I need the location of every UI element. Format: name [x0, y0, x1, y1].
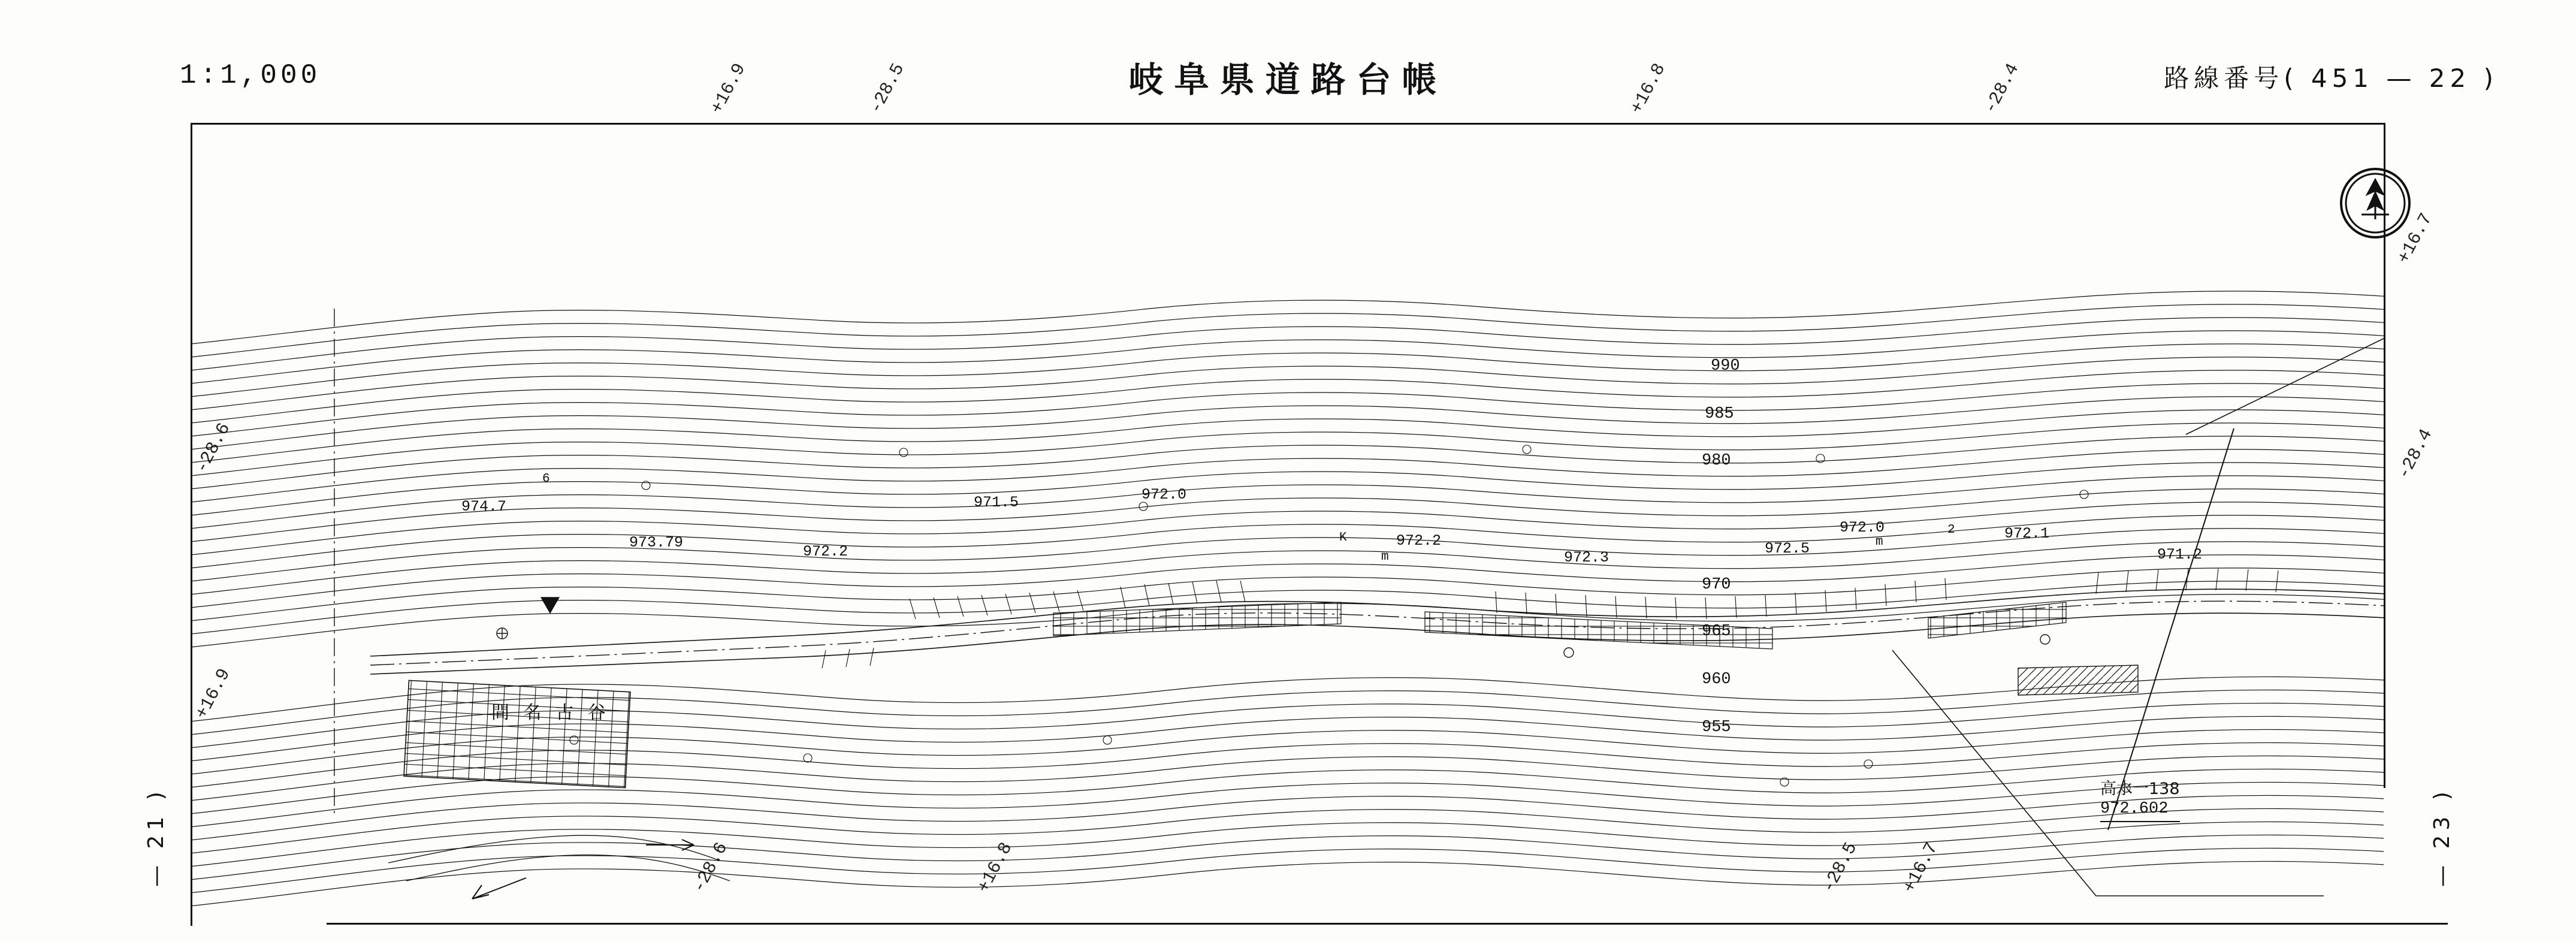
place-name-label: 間 名 古 谷	[491, 702, 610, 723]
spot-elevation-972-2a: 972.2	[803, 543, 848, 560]
contour-label-960: 960	[1702, 671, 1731, 689]
spot-elevation-974-7: 974.7	[461, 498, 507, 515]
route-number-label: 路線番号( 451 — 22 )	[2164, 64, 2498, 93]
left-page-number: — 21 )	[144, 787, 168, 887]
contour-label-965: 965	[1702, 623, 1731, 641]
high-water-label: 高水一138	[2100, 780, 2180, 798]
stream-direction-arrow	[472, 878, 526, 899]
contour-label-955: 955	[1702, 718, 1731, 736]
grid-tick-bottom-4: +16.7	[1899, 839, 1943, 896]
survey-marker-triangle	[541, 597, 559, 613]
contour-label-985: 985	[1705, 405, 1734, 423]
spot-elevation-972-0a: 972.0	[1141, 486, 1187, 503]
spot-elevation-972-3: 972.3	[1564, 549, 1609, 566]
mark-m-right: m	[1876, 535, 1883, 549]
grid-tick-bottom-1: -28.6	[689, 839, 733, 896]
road-corridor	[370, 589, 2384, 674]
right-page-number: — 23 )	[2430, 787, 2454, 887]
mark-2: 2	[1947, 523, 1955, 537]
grid-tick-top-3: +16.8	[1627, 60, 1671, 117]
pavement-hatch	[1053, 602, 2066, 649]
road-centerline	[370, 601, 2384, 665]
grid-tick-top-2: -28.5	[866, 60, 910, 117]
embankment-structure-right	[2018, 665, 2138, 695]
grid-tick-bottom-3: -28.5	[1819, 839, 1862, 896]
contour-label-970: 970	[1702, 576, 1731, 594]
grid-tick-top-1: +16.9	[707, 60, 751, 117]
page-title: 岐阜県道路台帳	[1128, 59, 1448, 100]
contour-label-990: 990	[1711, 357, 1740, 375]
flow-arrow	[646, 840, 694, 850]
grid-tick-right-2: -28.4	[2394, 425, 2438, 483]
spot-elevation-973-79: 973.79	[629, 534, 684, 551]
spot-elevation-972-5: 972.5	[1765, 540, 1810, 557]
benchmark-symbols	[497, 628, 2050, 657]
vegetation-symbols	[570, 445, 2130, 792]
spot-elevation-971-2: 971.2	[2157, 546, 2203, 563]
scale-label: 1:1,000	[180, 60, 321, 91]
bridge-structure	[404, 680, 630, 787]
grid-tick-right-1: +16.7	[2394, 210, 2438, 267]
spot-elevation-972-2b: 972.2	[1396, 532, 1442, 550]
spot-elevation-972-0b: 972.0	[1840, 519, 1885, 536]
contours-north	[191, 291, 2384, 648]
spot-elevation-971-5: 971.5	[974, 494, 1019, 511]
high-water-value: 972.602	[2100, 799, 2169, 818]
mark-k: K	[1339, 531, 1347, 545]
topographic-map-canvas	[191, 123, 2384, 926]
mark-6: 6	[542, 472, 550, 486]
grid-tick-top-4: -28.4	[1980, 60, 2024, 117]
mark-m-left: m	[1381, 550, 1389, 564]
spot-elevation-972-1: 972.1	[2004, 525, 2050, 542]
map-linework	[191, 123, 2384, 926]
contour-label-980: 980	[1702, 452, 1731, 470]
grid-tick-left-2: +16.9	[192, 665, 235, 723]
high-water-callout	[2100, 779, 2180, 822]
grid-tick-left-1: -28.6	[192, 419, 235, 477]
grid-tick-bottom-2: +16.8	[974, 839, 1017, 896]
